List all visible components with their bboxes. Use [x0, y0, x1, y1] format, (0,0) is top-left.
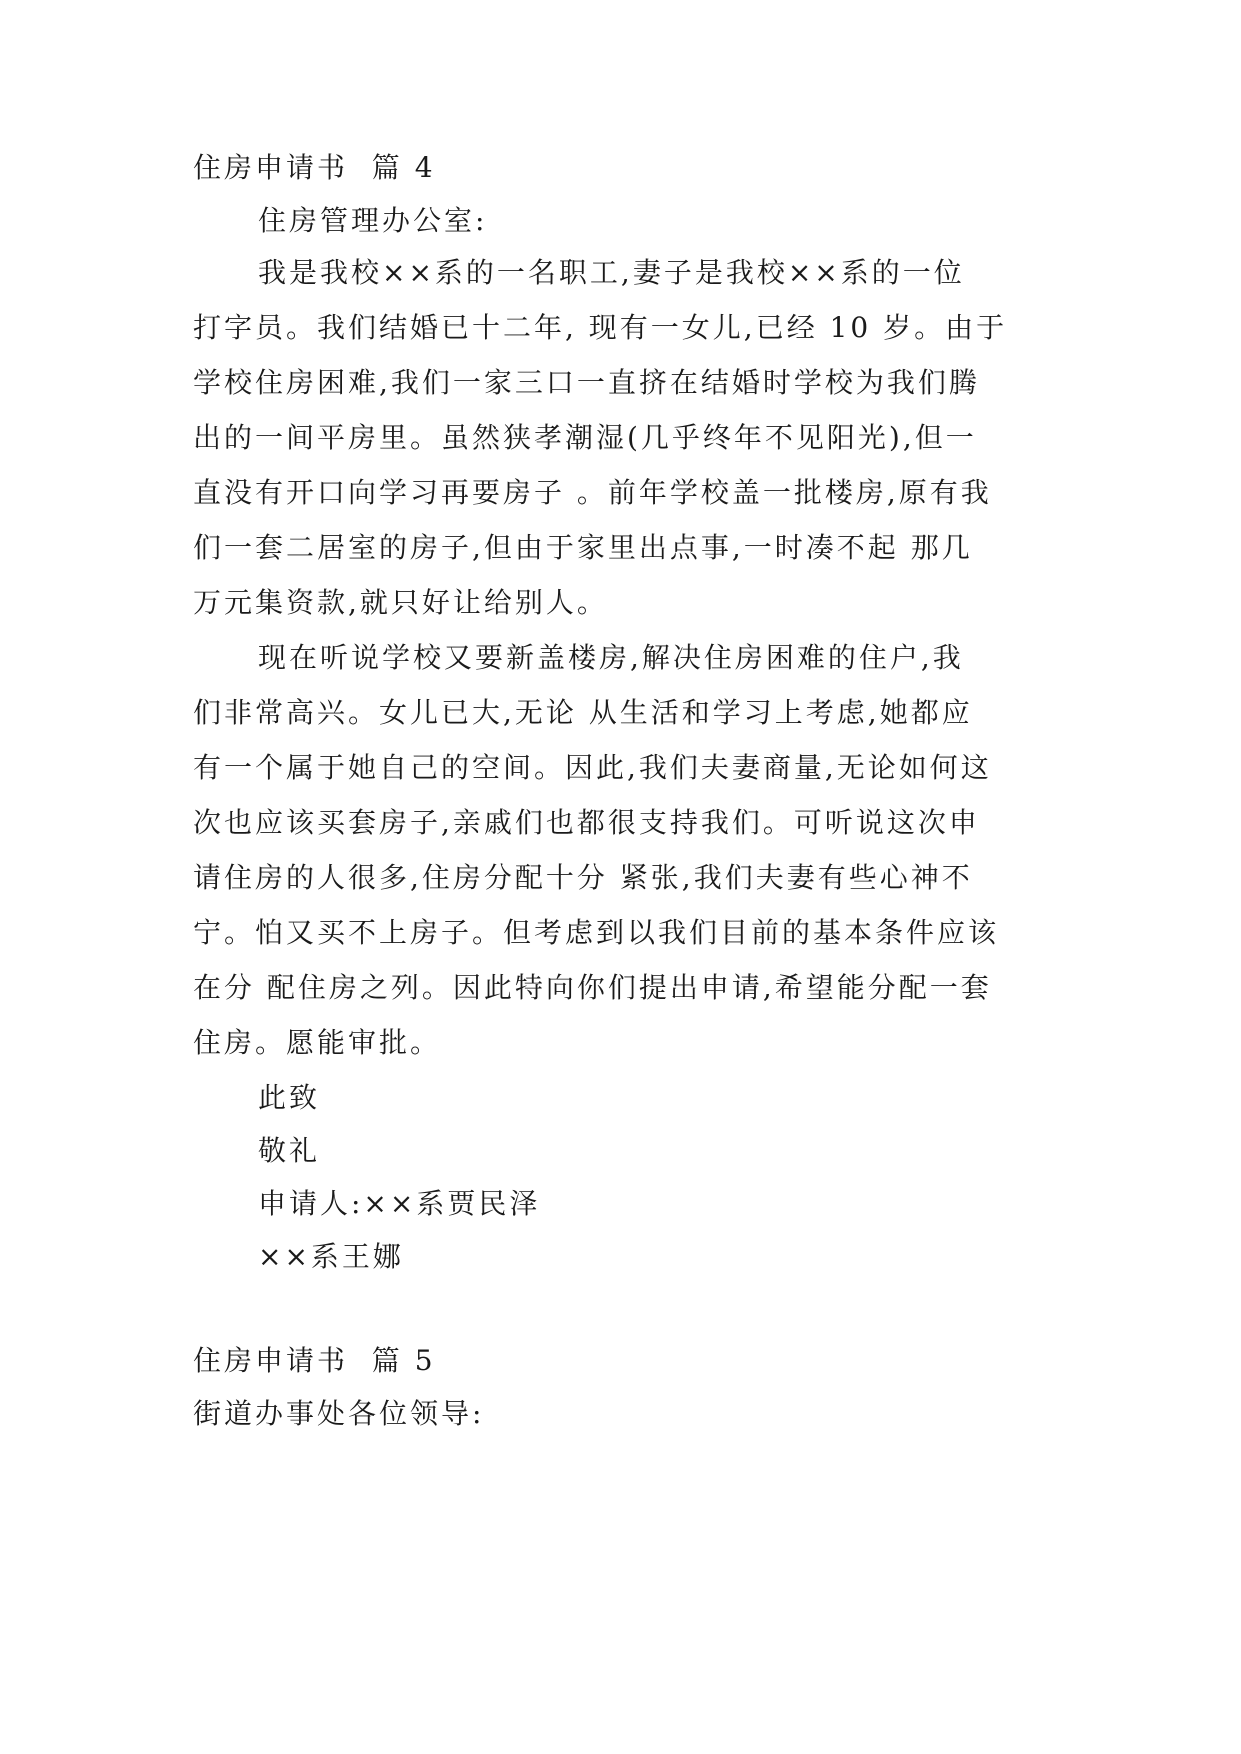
paragraph-2-line: 宁。怕又买不上房子。但考虑到以我们目前的基本条件应该 [193, 916, 1000, 949]
paragraph-1-line: 们一套二居室的房子,但由于家里出点事,一时凑不起 那几 [193, 531, 973, 564]
paragraph-2-line: 住房。愿能审批。 [193, 1026, 442, 1059]
paragraph-2-line: 次也应该买套房子,亲戚们也都很支持我们。可听说这次申 [193, 806, 980, 839]
closing-regards: 敬礼 [258, 1134, 321, 1167]
paragraph-1-line: 万元集资款,就只好让给别人。 [193, 586, 608, 619]
paragraph-1-line: 学校住房困难,我们一家三口一直挤在结婚时学校为我们腾 [193, 366, 980, 399]
section-4-recipient: 住房管理办公室: [258, 204, 488, 237]
paragraph-2-line: 在分 配住房之列。因此特向你们提出申请,希望能分配一套 [193, 971, 992, 1004]
applicant-signature-2: ××系王娜 [258, 1240, 404, 1273]
applicant-signature-1: 申请人:××系贾民泽 [258, 1187, 541, 1220]
paragraph-2-line: 现在听说学校又要新盖楼房,解决住房困难的住户,我 [258, 641, 964, 674]
section-5-heading: 住房申请书 篇 5 [193, 1344, 436, 1377]
paragraph-1-line: 出的一间平房里。虽然狭孝潮湿(几乎终年不见阳光),但一 [193, 421, 977, 454]
closing-salutation: 此致 [258, 1081, 321, 1114]
paragraph-2-line: 有一个属于她自己的空间。因此,我们夫妻商量,无论如何这 [193, 751, 992, 784]
section-5-recipient: 街道办事处各位领导: [193, 1397, 485, 1430]
section-4-heading: 住房申请书 篇 4 [193, 151, 436, 184]
paragraph-1-line: 打字员。我们结婚已十二年, 现有一女儿,已经 10 岁。由于 [193, 311, 1008, 344]
paragraph-2-line: 请住房的人很多,住房分配十分 紧张,我们夫妻有些心神不 [193, 861, 973, 894]
paragraph-1-line: 我是我校××系的一名职工,妻子是我校××系的一位 [258, 256, 965, 289]
paragraph-1-line: 直没有开口向学习再要房子 。前年学校盖一批楼房,原有我 [193, 476, 992, 509]
paragraph-2-line: 们非常高兴。女儿已大,无论 从生活和学习上考虑,她都应 [193, 696, 973, 729]
